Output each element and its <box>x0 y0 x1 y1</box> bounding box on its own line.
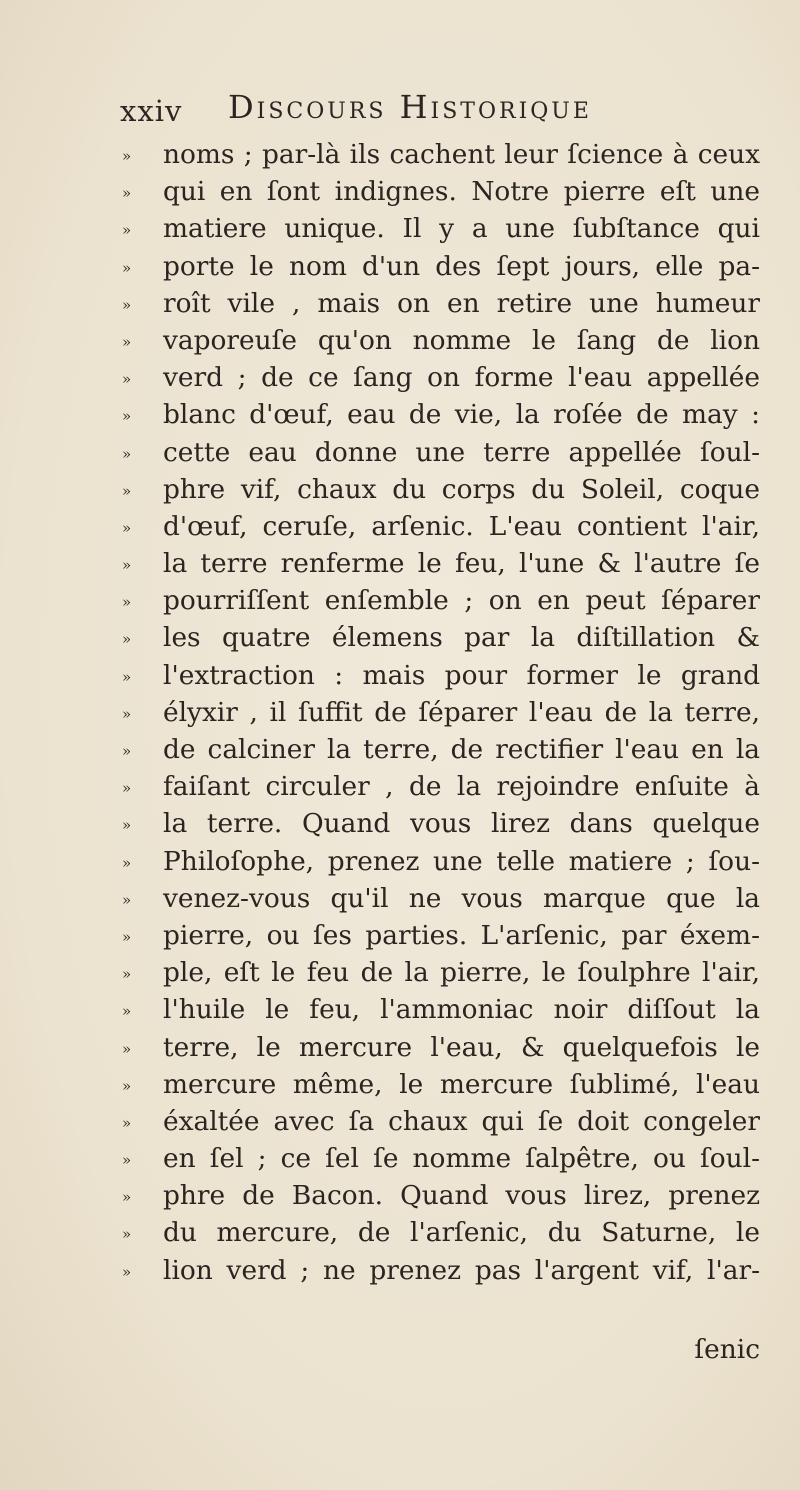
quote-mark: » <box>122 147 132 165</box>
quote-mark: » <box>122 518 132 537</box>
line-text: du mercure, de l'arſenic, du Saturne, le <box>163 1217 760 1249</box>
line-text: roît vile , mais on en retire une humeur <box>163 287 760 319</box>
text-line <box>110 248 770 285</box>
line-text: mercure même, le mercure ſublimé, l'eau <box>163 1068 760 1100</box>
quote-mark: » <box>122 927 132 946</box>
text-line <box>110 136 770 173</box>
line-text: Philoſophe, prenez une telle matiere ; ſou- <box>163 845 760 877</box>
text-line <box>110 657 770 694</box>
running-title: Discours Historique <box>228 88 592 126</box>
quote-mark: » <box>122 853 132 872</box>
line-text: phre de Bacon. Quand vous lirez, prenez <box>163 1180 760 1212</box>
quote-mark: » <box>122 816 132 835</box>
text-line <box>110 843 770 880</box>
text-line <box>110 731 770 768</box>
line-text: éxaltée avec ſa chaux qui ſe doit congeler <box>163 1105 760 1137</box>
line-text: l'huile le feu, l'ammoniac noir diſſout la <box>163 994 760 1026</box>
text-line <box>110 322 770 359</box>
quote-mark: » <box>122 779 132 798</box>
text-line <box>110 991 770 1028</box>
line-text: pierre, ou ſes parties. L'arſenic, par éxem- <box>163 919 760 951</box>
quote-mark: » <box>122 630 132 649</box>
quote-mark: » <box>122 1039 132 1058</box>
quote-mark: » <box>122 667 132 686</box>
line-text: ple, eſt le feu de la pierre, le ſoulphre l'air, <box>163 957 760 989</box>
text-line <box>110 1066 770 1103</box>
line-text: en ſel ; ce ſel ſe nomme ſalpêtre, ou ſoul- <box>163 1143 760 1175</box>
text-line <box>110 1103 770 1140</box>
quote-mark: » <box>122 1225 132 1244</box>
quote-mark: » <box>122 1076 132 1095</box>
quote-mark: » <box>122 593 132 612</box>
line-text: noms ; par-là ils cachent leur ſcience à ceux <box>163 139 760 170</box>
quote-mark: » <box>122 332 132 351</box>
quote-mark: » <box>122 1151 132 1170</box>
text-line <box>110 471 770 508</box>
line-text: matiere unique. Il y a une ſubſtance qui <box>163 213 760 245</box>
quote-mark: » <box>122 295 132 314</box>
text-line <box>110 917 770 954</box>
quote-mark: » <box>122 221 132 240</box>
quote-mark: » <box>122 184 132 203</box>
line-text: terre, le mercure l'eau, & quelquefois le <box>163 1031 760 1063</box>
quote-mark: » <box>122 1188 132 1207</box>
line-text: vaporeuſe qu'on nomme le ſang de lion <box>163 324 760 356</box>
text-line <box>110 880 770 917</box>
text-line <box>110 359 770 396</box>
line-text: porte le nom d'un des ſept jours, elle pa- <box>163 250 760 282</box>
quote-mark: » <box>122 481 132 500</box>
line-text: venez-vous qu'il ne vous marque que la <box>163 882 760 914</box>
text-line <box>110 1252 770 1289</box>
line-text: l'extraction : mais pour former le grand <box>163 659 760 691</box>
text-line <box>110 508 770 545</box>
text-line <box>110 768 770 805</box>
quote-mark: » <box>122 258 132 277</box>
quote-mark: » <box>122 965 132 984</box>
page-number: xxiv <box>120 94 183 128</box>
line-text: les quatre élemens par la diſtillation & <box>163 622 760 654</box>
line-text: phre vif, chaux du corps du Soleil, coque <box>163 473 760 505</box>
text-line <box>110 805 770 842</box>
quote-mark: » <box>122 1262 132 1281</box>
text-line <box>110 694 770 731</box>
catchword: ſenic <box>694 1334 760 1365</box>
text-line <box>110 434 770 471</box>
text-line <box>110 285 770 322</box>
line-text: faiſant circuler , de la rejoindre enſuite à <box>163 771 760 803</box>
line-text: lion verd ; ne prenez pas l'argent vif, l'ar- <box>163 1254 760 1286</box>
text-line <box>110 173 770 210</box>
line-text: élyxir , il ſuffit de ſéparer l'eau de la terre, <box>163 696 760 728</box>
line-text: pourriſſent enſemble ; on en peut ſéparer <box>163 585 760 617</box>
text-line <box>110 396 770 433</box>
quote-mark: » <box>122 742 132 760</box>
text-line <box>110 545 770 582</box>
quote-mark: » <box>122 407 132 426</box>
text-line <box>110 1214 770 1251</box>
line-text: qui en ſont indignes. Notre pierre eſt une <box>163 176 760 208</box>
quote-mark: » <box>122 556 132 575</box>
quote-mark: » <box>122 1002 132 1021</box>
text-line <box>110 1140 770 1177</box>
quote-mark: » <box>122 890 132 909</box>
text-line <box>110 619 770 656</box>
quote-mark: » <box>122 704 132 723</box>
line-text: verd ; de ce ſang on forme l'eau appellée <box>163 362 760 394</box>
text-line <box>110 1029 770 1066</box>
line-text: de calciner la terre, de rectifier l'eau en la <box>163 734 760 765</box>
line-text: blanc d'œuf, eau de vie, la roſée de may : <box>163 399 760 431</box>
line-text: la terre renferme le feu, l'une & l'autre ſe <box>163 548 760 580</box>
text-line <box>110 1177 770 1214</box>
line-text: la terre. Quand vous lirez dans quelque <box>163 808 760 840</box>
page-header <box>110 88 770 128</box>
line-text: d'œuf, ceruſe, arſenic. L'eau contient l'air, <box>163 510 760 542</box>
text-line <box>110 210 770 247</box>
quote-mark: » <box>122 1113 132 1132</box>
quote-mark: » <box>122 370 132 389</box>
line-text: cette eau donne une terre appellée ſoul- <box>163 436 760 468</box>
body-text <box>110 136 770 1289</box>
text-line <box>110 954 770 991</box>
quote-mark: » <box>122 444 132 463</box>
text-line <box>110 582 770 619</box>
